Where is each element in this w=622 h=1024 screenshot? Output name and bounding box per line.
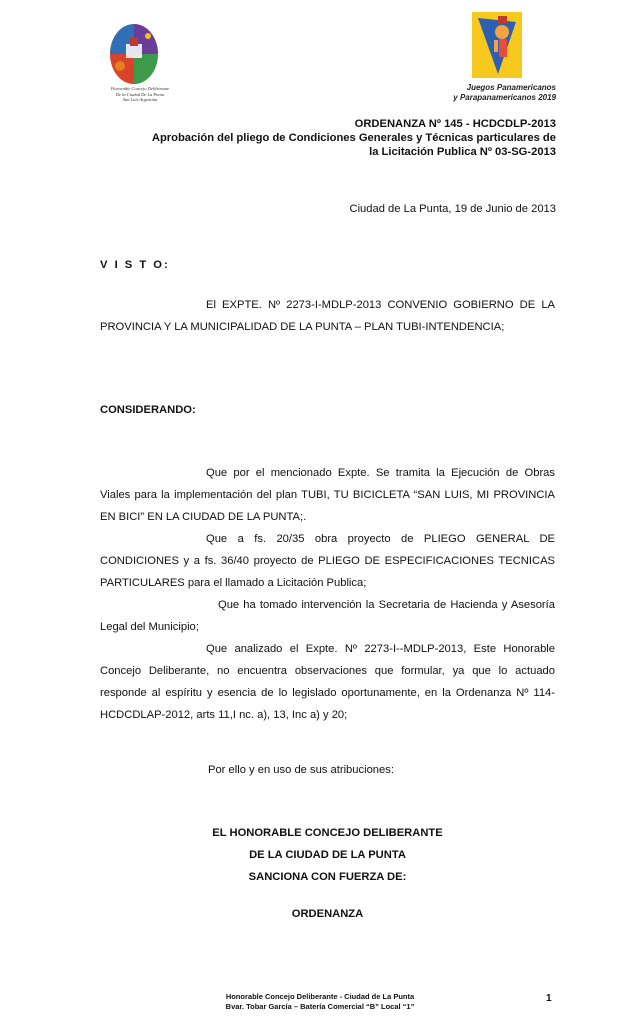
games-caption: Juegos Panamericanos y Parapanamericanos 2019 <box>453 83 556 102</box>
considerando-paragraph-3: Que ha tomado intervención la Secretaria de Hacienda y Asesoría Legal del Municipio; <box>100 599 555 633</box>
considerando-paragraph-1: Que por el mencionado Expte. Se tramita la Ejecución de Obras Viales para la implementación del plan TUBI, TU BICICLETA “SAN LUIS, MI PROVINCIA EN BICI” EN LA CIUDAD DE LA PUNTA;. <box>100 467 555 523</box>
council-caption: Honorable Concejo Deliberante De la Ciudad De La Punta San Luis Argentina <box>110 86 170 102</box>
considerando-heading: CONSIDERANDO: <box>100 404 196 416</box>
ordinance-subject-line1: Aprobación del pliego de Condiciones Generales y Técnicas particulares de <box>151 132 556 144</box>
considerando-paragraph-2: Que a fs. 20/35 obra proyecto de PLIEGO GENERAL DE CONDICIONES y a fs. 36/40 proyecto de PLIEGO DE ESPECIFICACIONES TECNICAS PARTICULARES para el llamado a Licitación Publica; <box>100 533 555 589</box>
ordenanza-heading: ORDENANZA <box>291 908 364 920</box>
ordinance-subject-line2: la Licitación Publica Nº 03-SG-2013 <box>369 146 556 158</box>
ordinance-number: ORDENANZA Nº 145 - HCDCDLP-2013 <box>354 118 556 130</box>
visto-heading: V I S T O: <box>100 259 170 271</box>
ordinance-title <box>86 117 556 159</box>
page-footer: Honorable Concejo Deliberante - Ciudad de La Punta Bvar. Tobar García – Batería Comercial “B” Local “1” <box>225 992 415 1011</box>
games-logo <box>472 12 522 78</box>
council-logo <box>104 14 164 88</box>
date-line: Ciudad de La Punta, 19 de Junio de 2013 <box>349 203 556 215</box>
visto-paragraph: El EXPTE. Nº 2273-I-MDLP-2013 CONVENIO GOBIERNO DE LA PROVINCIA Y LA MUNICIPALIDAD DE LA PUNTA – PLAN TUBI-INTENDENCIA; <box>100 299 555 333</box>
page-number: 1 <box>546 993 552 1004</box>
por-ello-line: Por ello y en uso de sus atribuciones: <box>208 764 394 776</box>
considerando-paragraph-4: Que analizado el Expte. Nº 2273-I--MDLP-2013, Este Honorable Concejo Deliberante, no encuentra observaciones que formular, ya que lo actuado responde al espíritu y esencia de lo legislado oportunamente, en la Ordenanza Nº 114-HCDCDLAP-2012, arts 11,I nc. a), 13, Inc a) y 20; <box>100 643 555 721</box>
council-sanction: EL HONORABLE CONCEJO DELIBERANTE DE LA CIUDAD DE LA PUNTA SANCIONA CON FUERZA DE: <box>212 827 443 883</box>
